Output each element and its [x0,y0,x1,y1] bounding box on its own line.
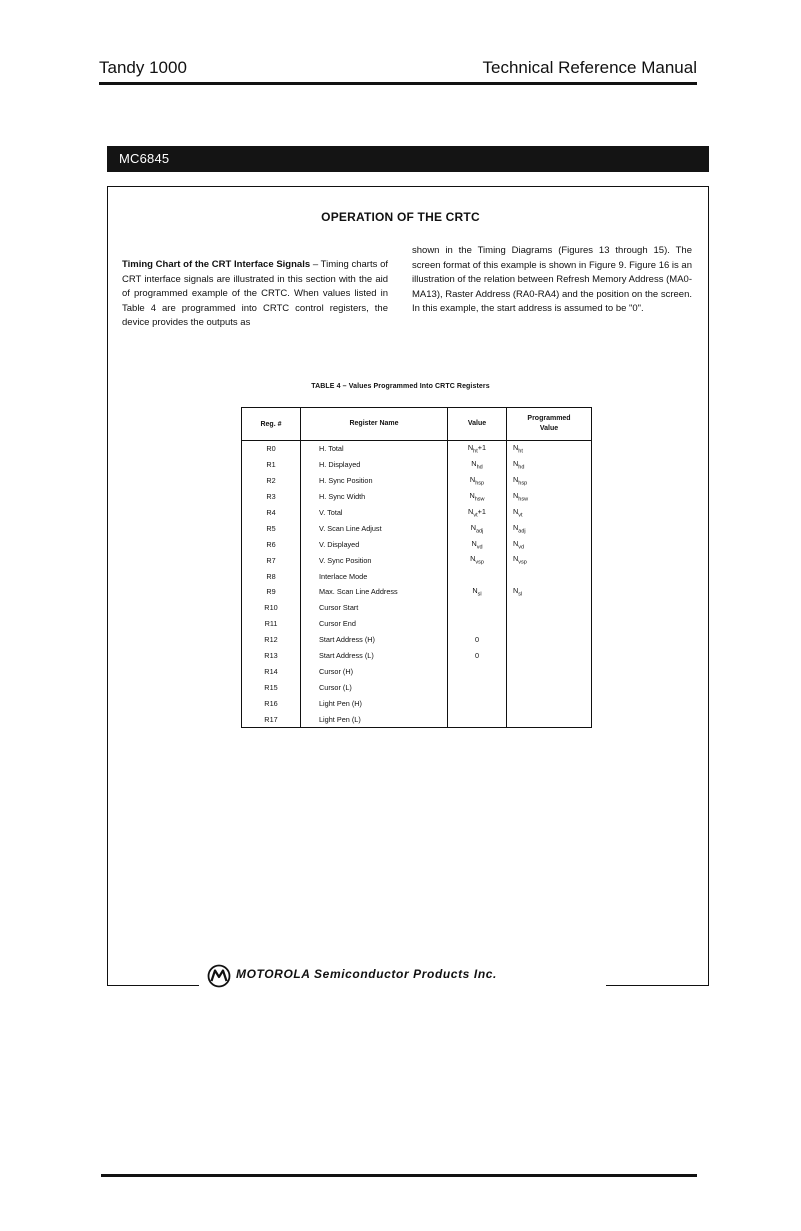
cell-value [448,663,507,679]
table-row [242,520,592,536]
cell-reg: R7 [242,552,301,568]
value-symbol: N [470,522,476,532]
cell-reg: R6 [242,536,301,552]
value-subscript: adj [475,528,484,535]
programmed-subscript: vd [518,544,525,551]
cell-programmed-value [507,505,592,521]
cell-programmed-value [507,663,592,679]
cell-reg: R4 [242,505,301,521]
value-subscript: vt [473,512,478,519]
value-suffix: +1 [477,506,486,516]
cell-reg: R8 [242,568,301,584]
body-column-left [122,258,388,331]
cell-value [448,457,507,473]
programmed-subscript: hsp [518,480,528,487]
table-row [242,600,592,616]
cell-register-name: H. Total [301,441,448,457]
header-register-name: Register Name [301,408,448,441]
cell-programmed-value [507,552,592,568]
frame-bottom-right-line [606,985,709,986]
programmed-subscript: vt [518,512,523,519]
cell-value [448,584,507,600]
cell-programmed-value [507,616,592,632]
cell-programmed-value [507,632,592,648]
cell-reg: R13 [242,648,301,664]
cell-value [448,648,507,664]
cell-value [448,520,507,536]
cell-register-name: Light Pen (L) [301,711,448,727]
programmed-symbol: N [513,554,519,564]
cell-reg: R12 [242,632,301,648]
cell-reg: R0 [242,441,301,457]
cell-programmed-value [507,568,592,584]
programmed-symbol: N [513,506,519,516]
programmed-symbol: N [513,586,519,596]
table-row [242,711,592,727]
cell-register-name: H. Displayed [301,457,448,473]
header-prog-line1: Programmed [527,415,571,422]
frame-top-line [107,186,709,187]
register-table [241,407,592,728]
value-subscript: vsp [475,559,484,566]
value-subscript: ht [473,448,478,455]
cell-reg: R16 [242,695,301,711]
cell-reg: R10 [242,600,301,616]
programmed-subscript: hsw [518,496,529,503]
cell-value [448,695,507,711]
programmed-subscript: sl [518,591,523,598]
cell-programmed-value [507,711,592,727]
frame-bottom-left-line [107,985,199,986]
cell-register-name: Light Pen (H) [301,695,448,711]
chip-band [107,146,709,172]
cell-value [448,632,507,648]
cell-programmed-value [507,679,592,695]
cell-programmed-value [507,536,592,552]
value-subscript: sl [477,591,482,598]
header-programmed-value [507,408,592,441]
value-symbol: N [468,506,474,516]
value-symbol: N [472,586,478,596]
table-header-row [242,408,592,441]
cell-register-name: Cursor End [301,616,448,632]
paragraph-left-text: – Timing charts of CRT interface signals are illustrated in this section with the aid of programmed example of the CRTC. When values listed in Table 4 are programmed into CRTC control registers, the device provides the outputs as [122,259,388,328]
value-subscript: vd [476,544,483,551]
value-symbol: N [469,490,475,500]
table-row [242,568,592,584]
value-subscript: hd [476,464,483,471]
paragraph-lead: Timing Chart of the CRT Interface Signals [122,259,311,270]
table-row [242,663,592,679]
programmed-symbol: N [513,538,519,548]
running-header-title: Tandy 1000 [99,58,187,77]
cell-reg: R2 [242,473,301,489]
table-row [242,648,592,664]
footer-brand-text: MOTOROLA Semiconductor Products Inc. [236,967,497,981]
running-header-manual: Technical Reference Manual [482,58,697,77]
table-row [242,505,592,521]
cell-value [448,600,507,616]
cell-value [448,679,507,695]
programmed-subscript: ht [518,448,523,455]
table-row [242,473,592,489]
programmed-symbol: N [513,475,519,484]
cell-programmed-value [507,441,592,457]
cell-reg: R1 [242,457,301,473]
cell-value [448,536,507,552]
table-row [242,489,592,505]
cell-programmed-value [507,600,592,616]
table-caption: TABLE 4 – Values Programmed Into CRTC Registers [311,383,490,390]
cell-register-name: Max. Scan Line Address [301,584,448,600]
frame-left-line [107,186,108,986]
value-symbol: 0 [474,651,480,661]
cell-value [448,473,507,489]
cell-programmed-value [507,584,592,600]
value-symbol: 0 [474,635,480,645]
cell-value [448,552,507,568]
cell-programmed-value [507,457,592,473]
cell-register-name: Interlace Mode [301,568,448,584]
cell-register-name: Cursor (H) [301,663,448,679]
frame-right-line [708,186,709,986]
cell-reg: R3 [242,489,301,505]
cell-register-name: Cursor Start [301,600,448,616]
cell-value [448,505,507,521]
chip-band-label: MC6845 [119,151,170,166]
cell-programmed-value [507,648,592,664]
table-row [242,695,592,711]
table-row [242,616,592,632]
cell-register-name: Cursor (L) [301,679,448,695]
value-symbol: N [469,475,476,484]
cell-register-name: Start Address (H) [301,632,448,648]
table-row [242,679,592,695]
cell-programmed-value [507,473,592,489]
cell-programmed-value [507,489,592,505]
cell-register-name: V. Sync Position [301,552,448,568]
table-row [242,584,592,600]
cell-reg: R14 [242,663,301,679]
cell-reg: R11 [242,616,301,632]
programmed-subscript: hd [518,464,525,471]
value-symbol: N [467,443,474,453]
programmed-subscript: vsp [518,559,527,566]
cell-value [448,616,507,632]
table-row [242,552,592,568]
programmed-subscript: adj [518,528,526,535]
cell-register-name: H. Sync Position [301,473,448,489]
cell-reg: R15 [242,679,301,695]
cell-register-name: H. Sync Width [301,489,448,505]
table-body [242,441,592,728]
header-value: Value [448,408,507,441]
programmed-symbol: N [513,522,519,532]
cell-reg: R5 [242,520,301,536]
section-title: OPERATION OF THE CRTC [321,210,480,224]
table-row [242,457,592,473]
table-row [242,441,592,457]
motorola-batwing-icon [207,964,231,988]
cell-reg: R9 [242,584,301,600]
cell-register-name: V. Displayed [301,536,448,552]
table-row [242,632,592,648]
cell-programmed-value [507,520,592,536]
value-subscript: hsp [475,480,485,487]
bottom-rule [101,1174,697,1177]
cell-value [448,489,507,505]
body-column-right: shown in the Timing Diagrams (Figures 13 through 15). The screen format of this example is shown in Figure 9. Figure 16 is an illustration of the relation between Refresh Memory Address (MA0-MA13), Raster Address (RA0-RA4) and the position on the screen. In this example, the start address is assumed to be "0". [412,245,692,314]
programmed-symbol: N [513,443,519,453]
header-reg: Reg. # [242,408,301,441]
header-prog-line2: Value [539,425,559,432]
cell-register-name: V. Total [301,505,448,521]
cell-register-name: Start Address (L) [301,648,448,664]
header-rule [99,82,697,85]
cell-value [448,711,507,727]
value-symbol: N [471,459,477,469]
value-subscript: hsw [474,496,485,503]
table-row [242,536,592,552]
cell-reg: R17 [242,711,301,727]
cell-programmed-value [507,695,592,711]
cell-value [448,441,507,457]
value-symbol: N [471,538,477,548]
cell-value [448,568,507,584]
programmed-symbol: N [513,459,519,469]
programmed-symbol: N [513,490,519,500]
cell-register-name: V. Scan Line Adjust [301,520,448,536]
value-suffix: +1 [477,443,487,453]
value-symbol: N [470,554,476,564]
